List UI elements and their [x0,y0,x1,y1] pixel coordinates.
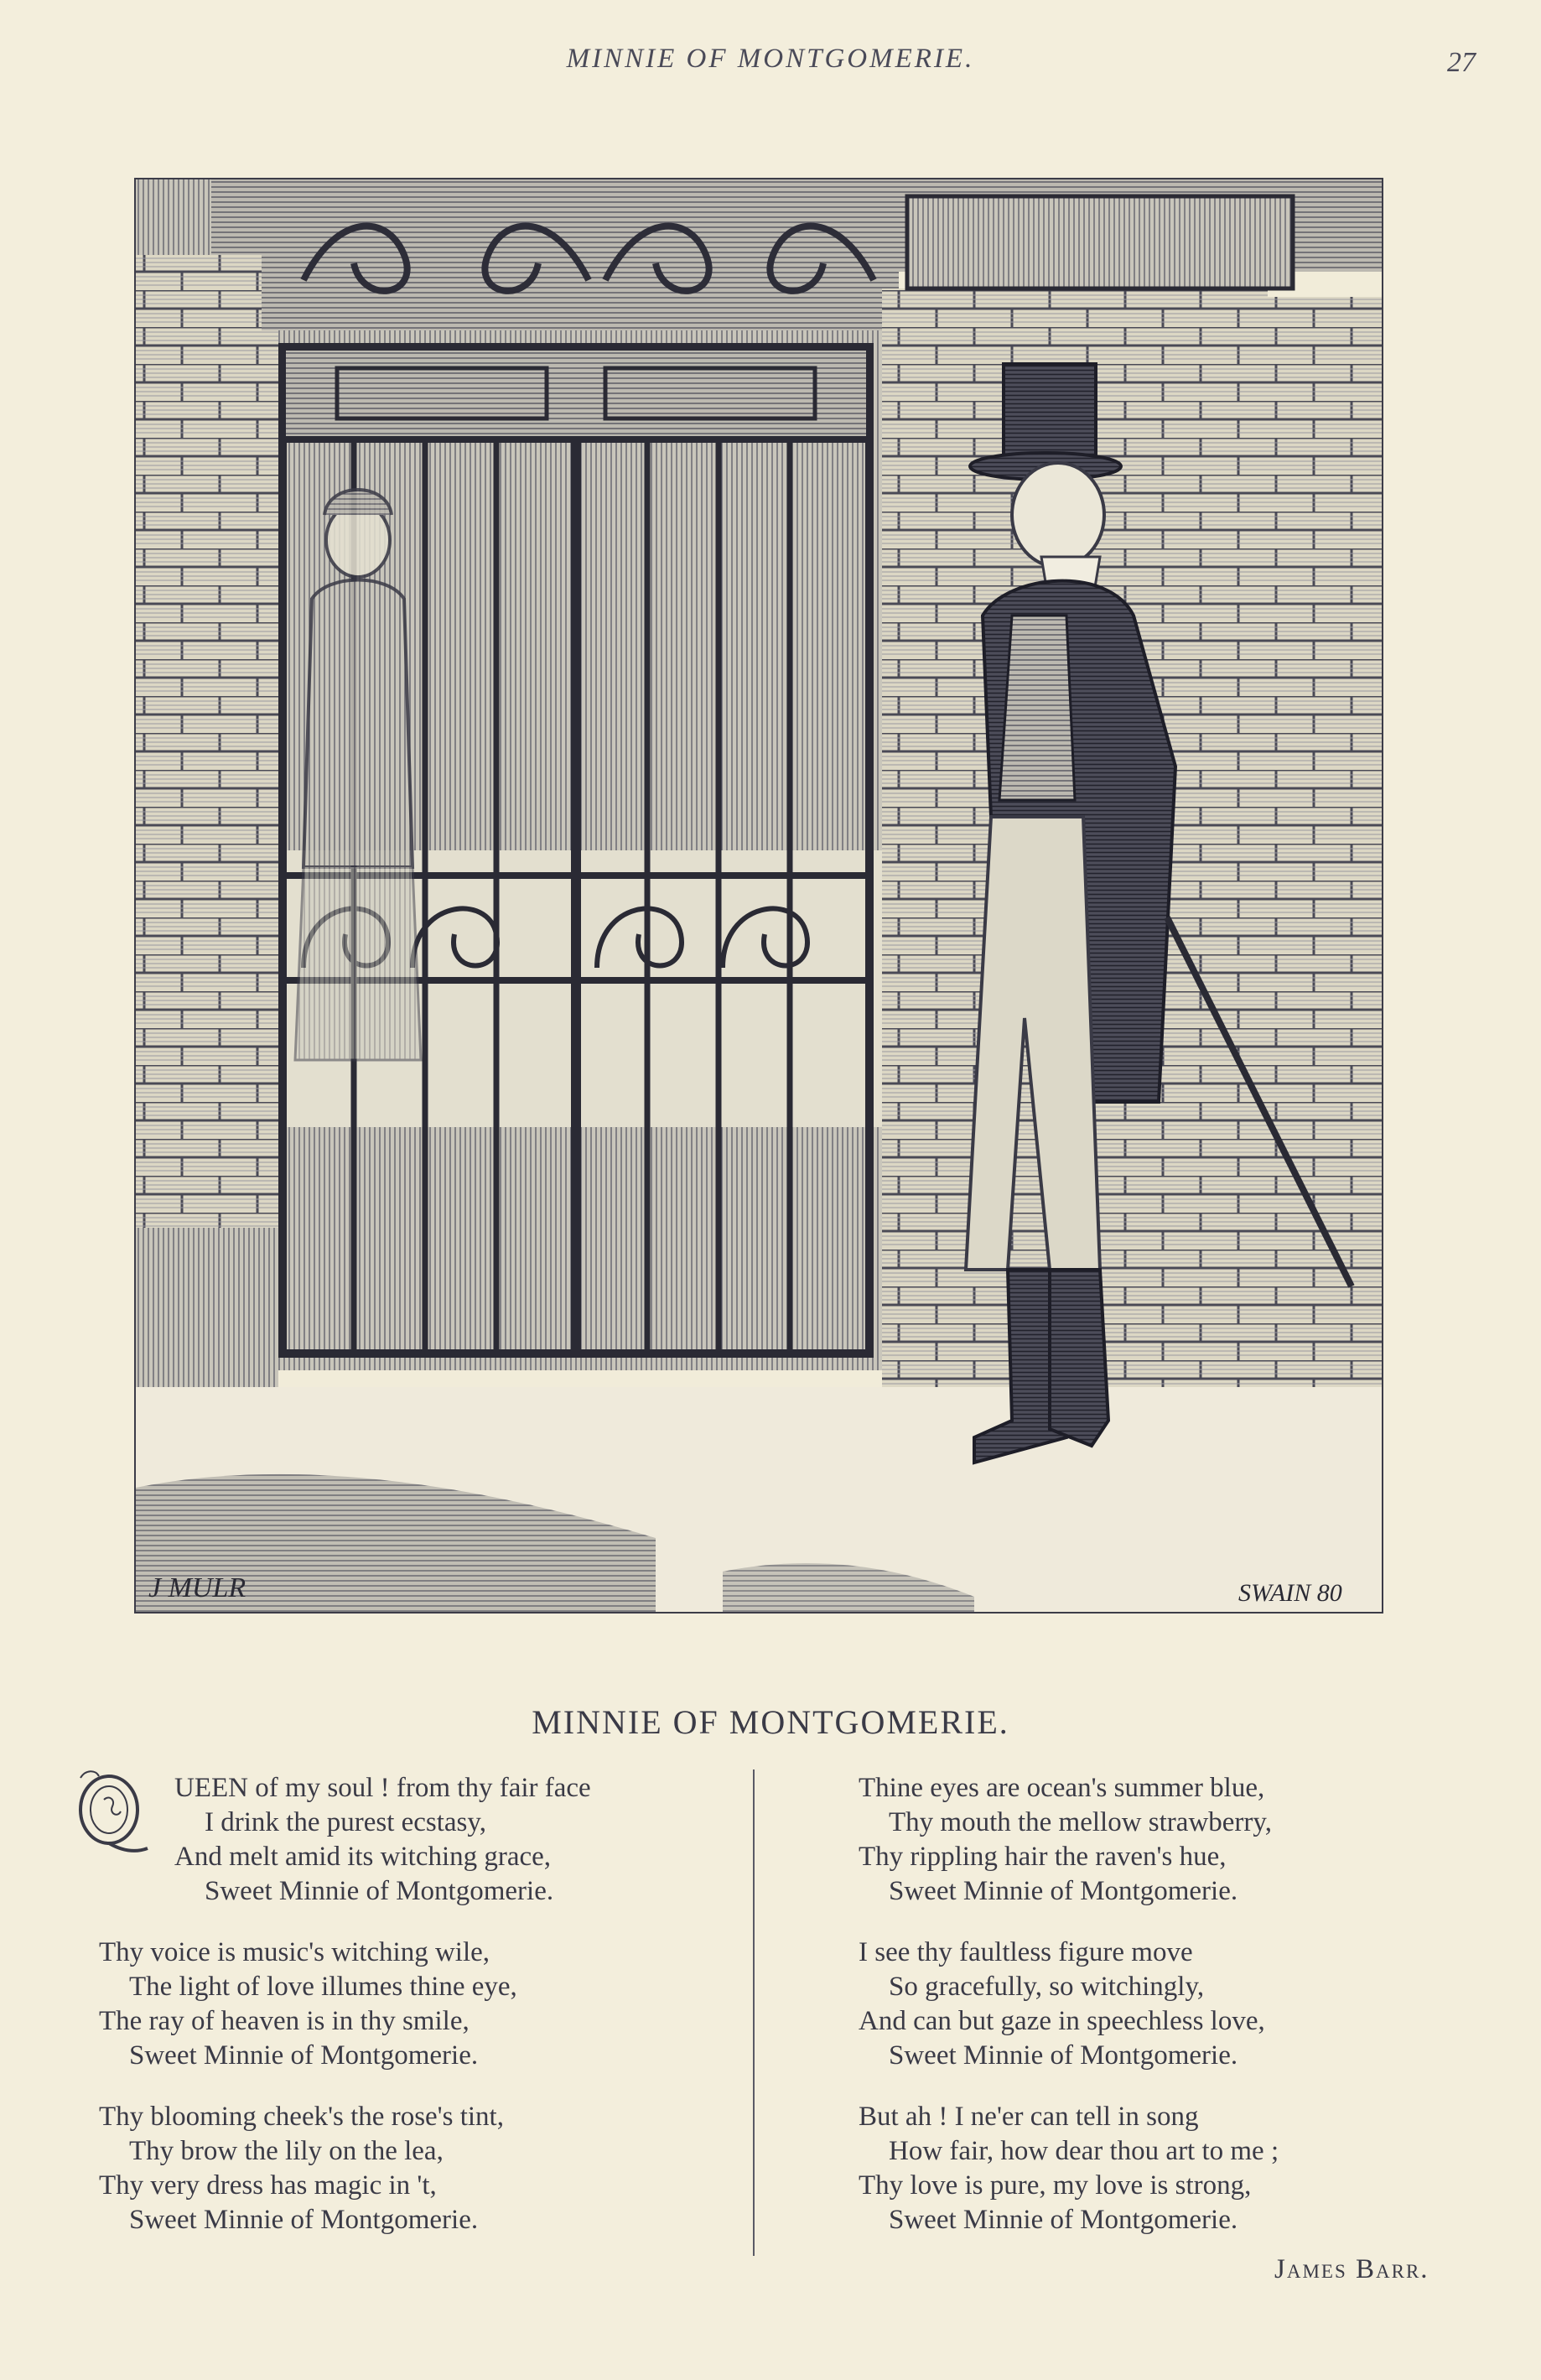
poem-line: Thy voice is music's witching wile, [99,1937,490,1967]
poem-line: The light of love illumes thine eye, [129,1972,517,2002]
poem-line: Sweet Minnie of Montgomerie. [889,2040,1238,2071]
stanza [859,2100,1496,2237]
poem-line: So gracefully, so witchingly, [889,1972,1205,2002]
poem-left-column [99,1771,736,2264]
poem-line: And melt amid its witching grace, [174,1842,552,1872]
poem-line: Thy brow the lily on the lea, [129,2136,444,2166]
poem-line: Sweet Minnie of Montgomerie. [889,2205,1238,2235]
poem-line: UEEN of my soul ! from thy fair face [174,1773,591,1803]
poem-right-column [859,1771,1496,2264]
stanza [99,1771,736,1909]
poem-line: And can but gaze in speechless love, [859,2006,1265,2036]
poem-line: Sweet Minnie of Montgomerie. [129,2205,479,2235]
poem-line: Thine eyes are ocean's summer blue, [859,1773,1265,1803]
poem-line: I drink the purest ecstasy, [205,1807,487,1837]
poem-line: I see thy faultless figure move [859,1937,1193,1967]
stanza [99,1936,736,2073]
poem-line: But ah ! I ne'er can tell in song [859,2102,1199,2132]
drop-cap-q-ornament [70,1766,149,1853]
poem-line: Thy blooming cheek's the rose's tint, [99,2102,504,2132]
poem-line: The ray of heaven is in thy smile, [99,2006,470,2036]
artist-signature: J MULR [148,1572,246,1603]
engraver-signature: SWAIN 80 [1238,1579,1342,1607]
poem-line: Sweet Minnie of Montgomerie. [129,2040,479,2071]
poem-line: Sweet Minnie of Montgomerie. [205,1876,554,1906]
stanza [99,2100,736,2237]
stanza [859,1936,1496,2073]
poem-line: How fair, how dear thou art to me ; [889,2136,1279,2166]
poem-title: MINNIE OF MONTGOMERIE. [532,1703,1009,1741]
engraved-illustration [134,178,1383,1614]
poem-line: Thy mouth the mellow strawberry, [889,1807,1273,1837]
poem-line: Thy very dress has magic in 't, [99,2170,437,2201]
poem-author: James Barr. [1274,2254,1429,2284]
column-divider [753,1769,755,2256]
poem-line: Thy rippling hair the raven's hue, [859,1842,1227,1872]
page-number: 27 [1447,47,1476,78]
running-head: MINNIE OF MONTGOMERIE. [566,44,975,74]
stanza [859,1771,1496,1909]
poem-line: Sweet Minnie of Montgomerie. [889,1876,1238,1906]
poem-line: Thy love is pure, my love is strong, [859,2170,1252,2201]
